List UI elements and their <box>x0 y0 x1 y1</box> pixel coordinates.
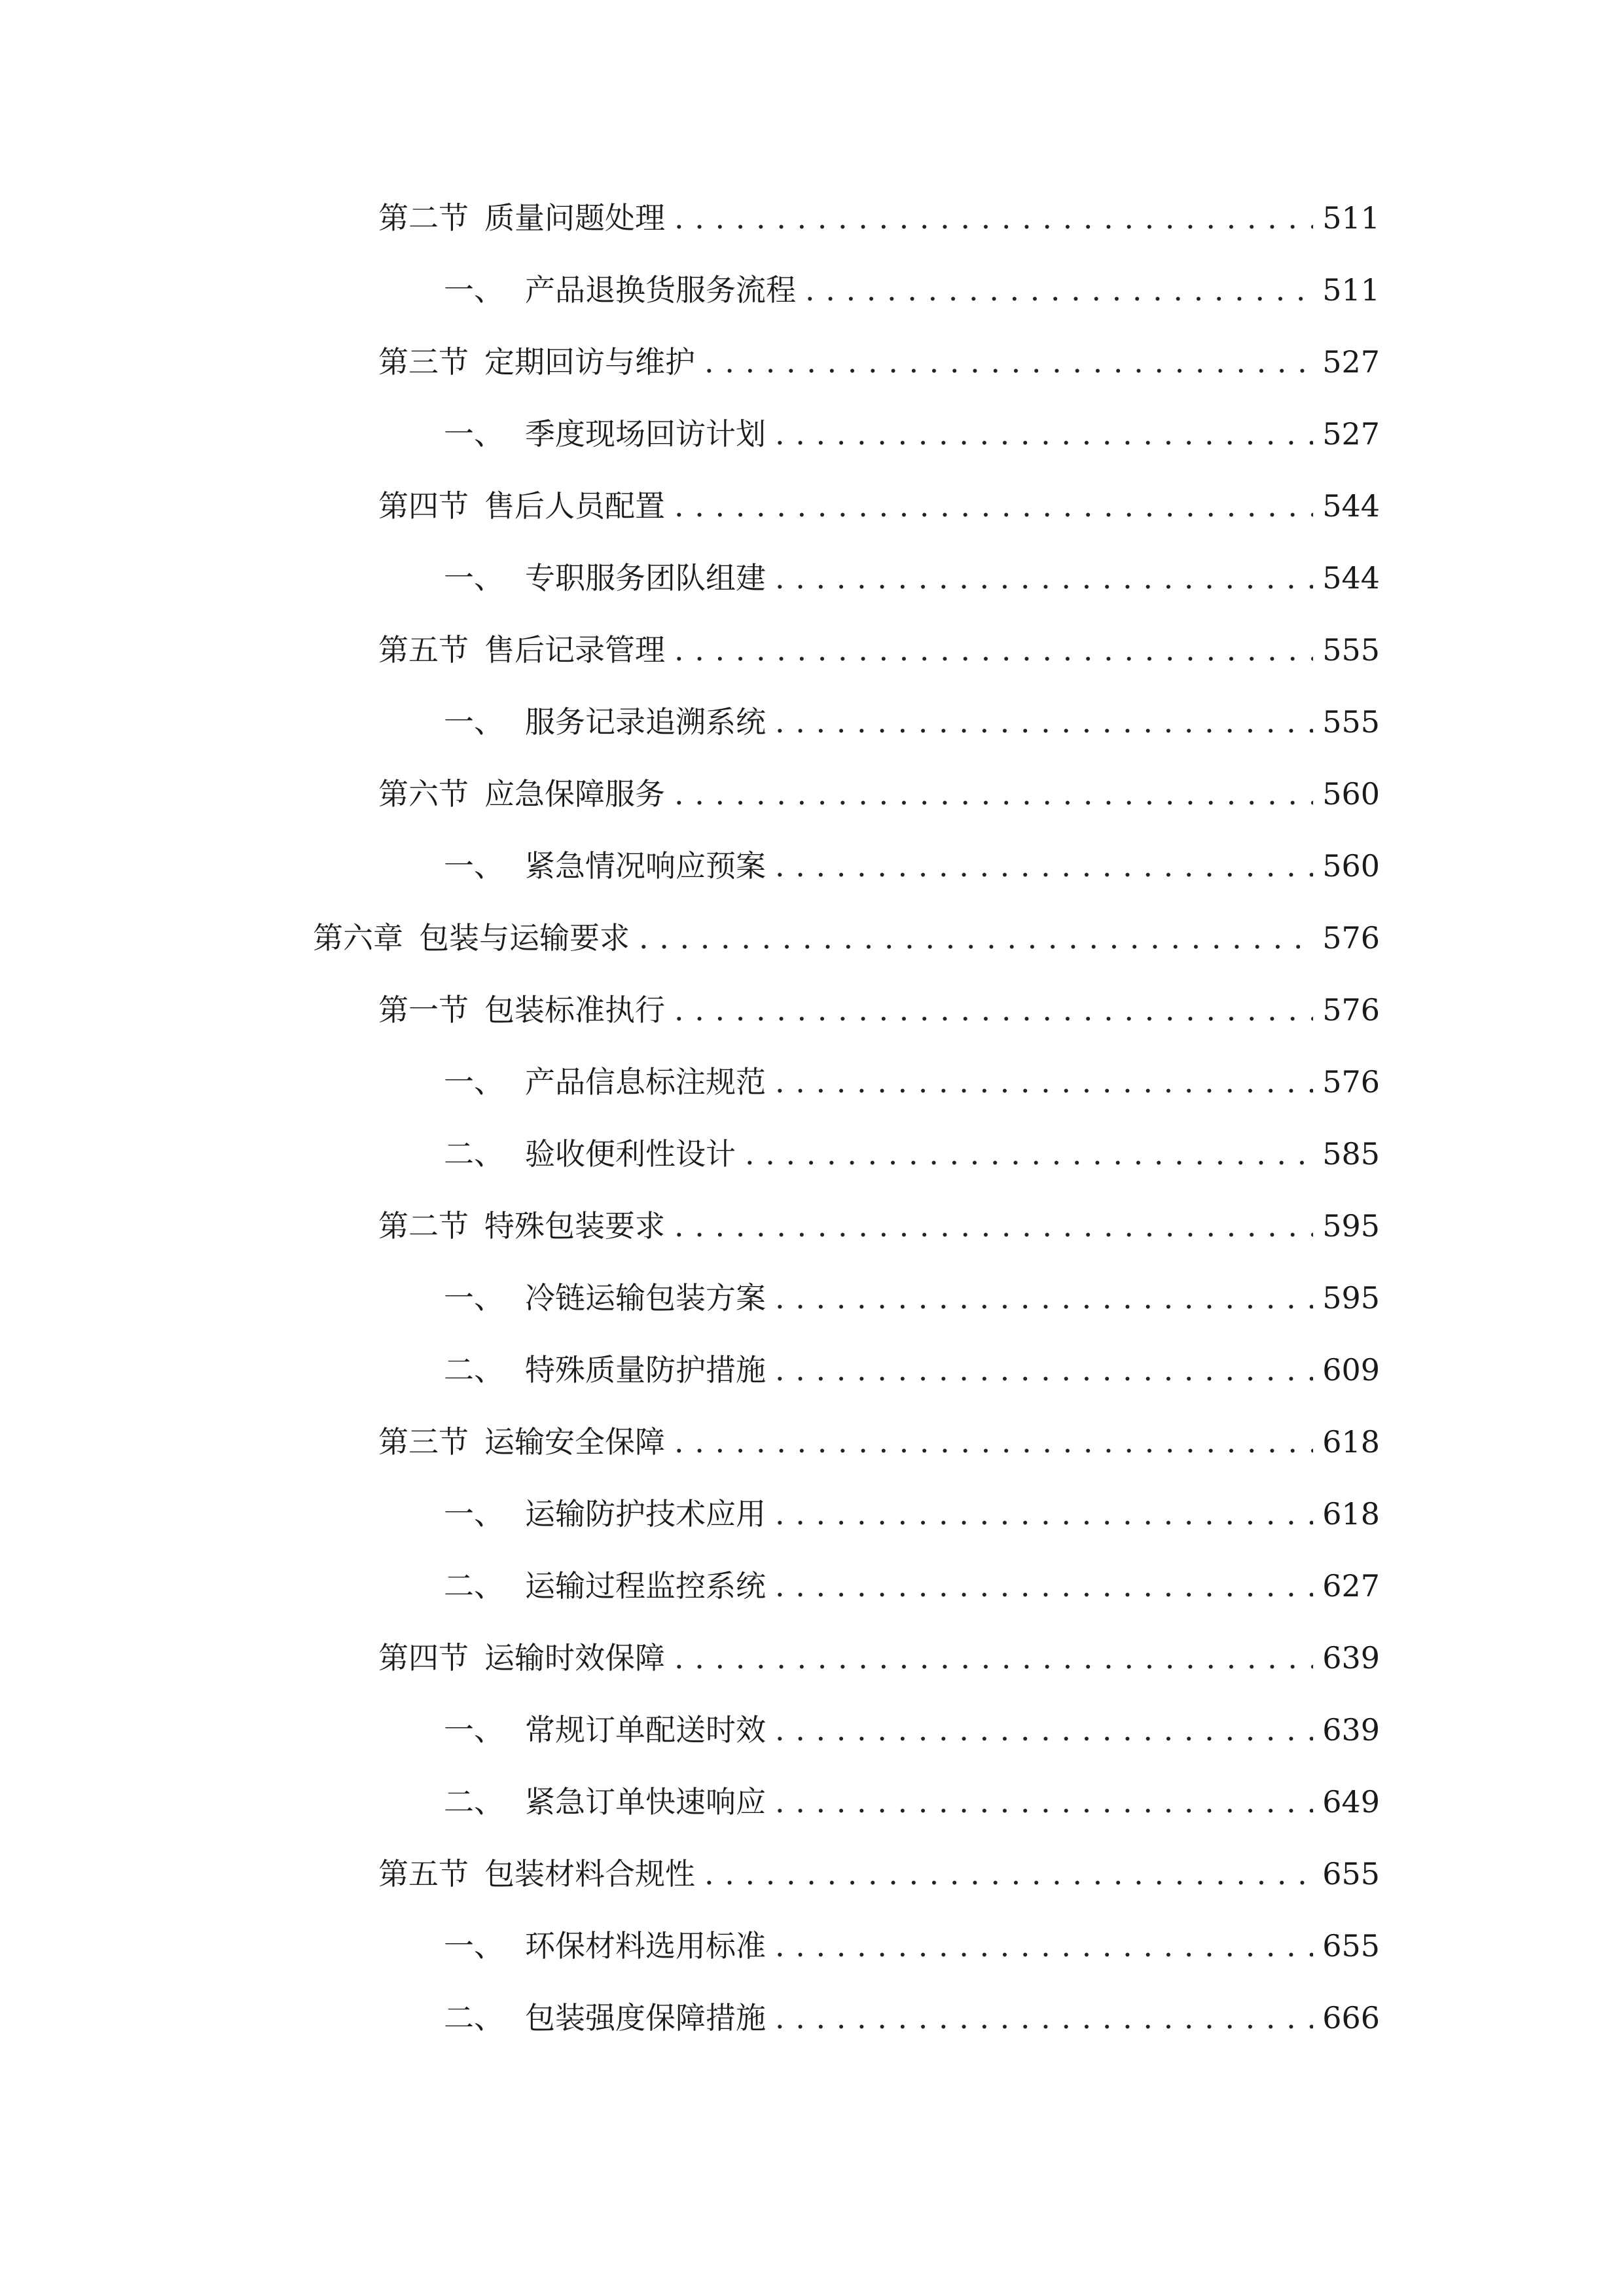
toc-entry-page: 555 <box>1322 704 1380 740</box>
toc-entry-number: 一、 <box>444 1064 504 1100</box>
toc-entry-number: 一、 <box>444 1928 504 1964</box>
toc-entry[interactable] <box>0 1772 1380 1831</box>
toc-entry[interactable] <box>0 548 1380 607</box>
toc-entry-page: 627 <box>1322 1568 1380 1604</box>
toc-entry-page: 544 <box>1322 560 1380 596</box>
toc-entry-number: 第三节 <box>378 1424 469 1460</box>
toc-entry-number: 一、 <box>444 1712 504 1748</box>
toc-entry-number: 第三节 <box>378 344 469 380</box>
toc-entry[interactable] <box>0 980 1380 1039</box>
toc-entry-title: 定期回访与维护 <box>484 344 695 380</box>
toc-dot-leader <box>775 1700 1313 1759</box>
toc-dot-leader <box>674 980 1313 1039</box>
toc-entry-title: 服务记录追溯系统 <box>525 704 766 740</box>
toc-entry[interactable] <box>0 764 1380 823</box>
toc-entry[interactable] <box>0 908 1380 967</box>
toc-dot-leader <box>805 260 1313 319</box>
toc-entry-title: 运输安全保障 <box>484 1424 665 1460</box>
toc-entry[interactable] <box>0 1412 1380 1471</box>
toc-entry[interactable] <box>0 188 1380 247</box>
toc-dot-leader <box>745 1124 1313 1183</box>
toc-entry[interactable] <box>0 332 1380 391</box>
toc-dot-leader <box>775 1268 1313 1327</box>
toc-entry-title: 包装材料合规性 <box>484 1856 695 1892</box>
toc-entry-number: 一、 <box>444 1496 504 1532</box>
toc-entry-number: 一、 <box>444 272 504 308</box>
toc-entry-number: 第六章 <box>313 920 403 956</box>
toc-entry-title: 包装标准执行 <box>484 992 665 1028</box>
toc-entry-number: 二、 <box>444 1568 504 1604</box>
toc-entry[interactable] <box>0 1196 1380 1255</box>
toc-entry-title: 专职服务团队组建 <box>525 560 766 596</box>
toc-entry-page: 655 <box>1322 1928 1380 1964</box>
toc-entry-page: 527 <box>1322 344 1380 380</box>
toc-entry-page: 618 <box>1322 1496 1380 1532</box>
toc-entry-title: 运输过程监控系统 <box>525 1568 766 1604</box>
toc-entry-page: 560 <box>1322 848 1380 884</box>
toc-entry-title: 运输时效保障 <box>484 1640 665 1676</box>
toc-entry-page: 511 <box>1322 200 1380 236</box>
toc-entry-title: 包装与运输要求 <box>419 920 630 956</box>
toc-entry-title: 质量问题处理 <box>484 200 665 236</box>
toc-entry[interactable] <box>0 476 1380 535</box>
toc-entry-title: 紧急订单快速响应 <box>525 1784 766 1820</box>
toc-dot-leader <box>775 1484 1313 1543</box>
toc-dot-leader <box>775 1556 1313 1615</box>
toc-entry[interactable] <box>0 1556 1380 1615</box>
toc-dot-leader <box>775 836 1313 895</box>
toc-entry[interactable] <box>0 1052 1380 1111</box>
toc-dot-leader <box>639 908 1313 967</box>
toc-entry-title: 运输防护技术应用 <box>525 1496 766 1532</box>
toc-entry-page: 511 <box>1322 272 1380 308</box>
toc-entry[interactable] <box>0 1700 1380 1759</box>
toc-entry-number: 第四节 <box>378 1640 469 1676</box>
toc-dot-leader <box>775 548 1313 607</box>
toc-entry-number: 二、 <box>444 1136 504 1172</box>
toc-entry-page: 576 <box>1322 1064 1380 1100</box>
toc-dot-leader <box>775 1340 1313 1399</box>
toc-dot-leader <box>775 1052 1313 1111</box>
toc-entry-title: 产品信息标注规范 <box>525 1064 766 1100</box>
toc-entry-number: 第二节 <box>378 200 469 236</box>
toc-entry-number: 一、 <box>444 848 504 884</box>
toc-dot-leader <box>704 1844 1313 1903</box>
toc-entry-page: 527 <box>1322 416 1380 452</box>
toc-entry-number: 一、 <box>444 704 504 740</box>
toc-entry[interactable] <box>0 404 1380 463</box>
toc-dot-leader <box>775 1916 1313 1975</box>
toc-entry-number: 二、 <box>444 2000 504 2036</box>
toc-entry[interactable] <box>0 1124 1380 1183</box>
toc-entry-page: 649 <box>1322 1784 1380 1820</box>
toc-dot-leader <box>775 1772 1313 1831</box>
toc-dot-leader <box>674 1628 1313 1687</box>
toc-entry[interactable] <box>0 620 1380 679</box>
toc-entry-page: 576 <box>1322 920 1380 956</box>
toc-entry-number: 第六节 <box>378 776 469 812</box>
toc-entry-title: 常规订单配送时效 <box>525 1712 766 1748</box>
toc-entry-number: 二、 <box>444 1352 504 1388</box>
toc-entry-page: 555 <box>1322 632 1380 668</box>
toc-entry-page: 609 <box>1322 1352 1380 1388</box>
toc-dot-leader <box>674 1196 1313 1255</box>
toc-dot-leader <box>704 332 1313 391</box>
toc-entry-page: 666 <box>1322 2000 1380 2036</box>
toc-entry-page: 655 <box>1322 1856 1380 1892</box>
toc-entry-page: 639 <box>1322 1640 1380 1676</box>
toc-entry-title: 售后记录管理 <box>484 632 665 668</box>
toc-entry-title: 环保材料选用标准 <box>525 1928 766 1964</box>
toc-entry-title: 验收便利性设计 <box>525 1136 736 1172</box>
toc-entry-title: 应急保障服务 <box>484 776 665 812</box>
toc-entry[interactable] <box>0 1628 1380 1687</box>
toc-entry-page: 585 <box>1322 1136 1380 1172</box>
toc-entry-title: 包装强度保障措施 <box>525 2000 766 2036</box>
toc-entry-number: 第五节 <box>378 632 469 668</box>
toc-entry-page: 595 <box>1322 1280 1380 1316</box>
toc-dot-leader <box>775 404 1313 463</box>
toc-entry-page: 618 <box>1322 1424 1380 1460</box>
toc-dot-leader <box>674 1412 1313 1471</box>
toc-entry[interactable] <box>0 1844 1380 1903</box>
toc-entry-page: 576 <box>1322 992 1380 1028</box>
toc-entry-number: 第五节 <box>378 1856 469 1892</box>
toc-dot-leader <box>674 188 1313 247</box>
toc-entry-title: 特殊质量防护措施 <box>525 1352 766 1388</box>
toc-entry-number: 一、 <box>444 1280 504 1316</box>
toc-entry-number: 二、 <box>444 1784 504 1820</box>
toc-entry[interactable] <box>0 260 1380 319</box>
toc-entry[interactable] <box>0 836 1380 895</box>
toc-entry-page: 639 <box>1322 1712 1380 1748</box>
toc-entry-page: 595 <box>1322 1208 1380 1244</box>
toc-dot-leader <box>775 692 1313 751</box>
toc-dot-leader <box>674 620 1313 679</box>
toc-entry[interactable] <box>0 1916 1380 1975</box>
toc-entry-number: 第四节 <box>378 488 469 524</box>
toc-entry[interactable] <box>0 1988 1380 2047</box>
toc-dot-leader <box>775 1988 1313 2047</box>
toc-entry-number: 第一节 <box>378 992 469 1028</box>
toc-entry-page: 560 <box>1322 776 1380 812</box>
toc-entry-number: 一、 <box>444 560 504 596</box>
toc-entry-number: 一、 <box>444 416 504 452</box>
toc-entry-number: 第二节 <box>378 1208 469 1244</box>
toc-dot-leader <box>674 764 1313 823</box>
toc-entry[interactable] <box>0 692 1380 751</box>
toc-entry[interactable] <box>0 1484 1380 1543</box>
toc-entry[interactable] <box>0 1268 1380 1327</box>
toc-entry-title: 季度现场回访计划 <box>525 416 766 452</box>
toc-entry[interactable] <box>0 1340 1380 1399</box>
toc-entry-page: 544 <box>1322 488 1380 524</box>
toc-entry-title: 特殊包装要求 <box>484 1208 665 1244</box>
toc-entry-title: 产品退换货服务流程 <box>525 272 796 308</box>
toc-entry-title: 冷链运输包装方案 <box>525 1280 766 1316</box>
toc-dot-leader <box>674 476 1313 535</box>
toc-entry-title: 售后人员配置 <box>484 488 665 524</box>
toc-entry-title: 紧急情况响应预案 <box>525 848 766 884</box>
